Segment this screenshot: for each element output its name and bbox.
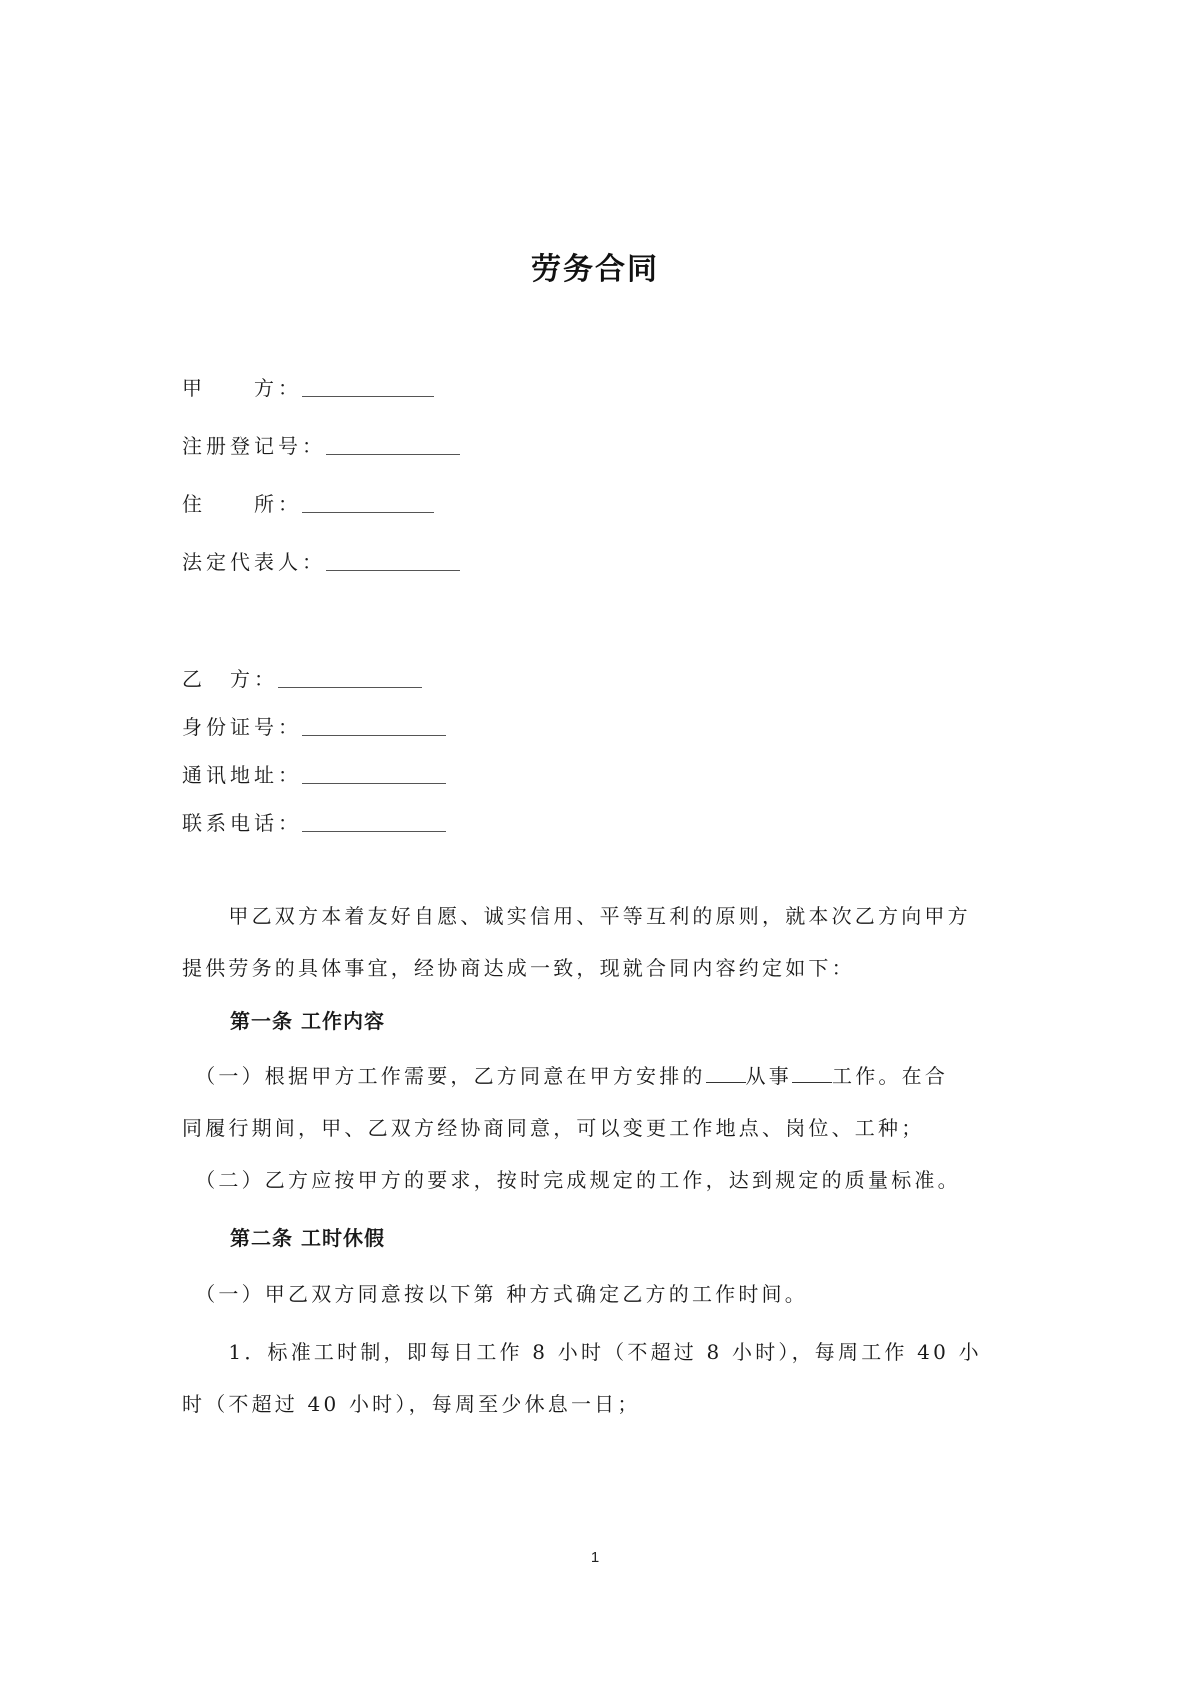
article-1-clause-2: （二）乙方应按甲方的要求，按时完成规定的工作，达到规定的质量标准。 (182, 1168, 961, 1192)
clause-1-text-a: （一）根据甲方工作需要，乙方同意在甲方安排的 (182, 1064, 706, 1088)
registration-number-blank[interactable] (326, 453, 460, 455)
preamble-line-2: 提供劳务的具体事宜，经协商达成一致，现就合同内容约定如下： (182, 956, 855, 980)
party-a-name-blank[interactable] (302, 395, 434, 397)
preamble-paragraph (182, 890, 1012, 994)
id-number-field (182, 711, 446, 740)
party-a-name-field (182, 372, 434, 401)
article-2-item-1-line-2: 时（不超过 40 小时），每周至少休息一日； (182, 1392, 641, 1416)
mailing-address-label: 通讯地址： (182, 763, 302, 787)
article-1-clause-1-line-2: 同履行期间，甲、乙双方经协商同意，可以变更工作地点、岗位、工种； (182, 1116, 925, 1140)
article-2-item-1 (182, 1326, 1012, 1430)
registration-number-field (182, 430, 460, 459)
id-number-label: 身份证号： (182, 715, 302, 739)
work-location-blank[interactable] (706, 1064, 746, 1083)
party-b-name-field (182, 663, 422, 692)
party-a-address-blank[interactable] (302, 511, 434, 513)
party-a-address-label: 住 所： (182, 492, 302, 516)
article-1-clause-1-line-1 (182, 1050, 1012, 1102)
work-type-blank[interactable] (792, 1064, 832, 1083)
legal-representative-blank[interactable] (326, 569, 460, 571)
registration-number-label: 注册登记号： (182, 434, 326, 458)
party-a-name-label: 甲 方： (182, 376, 302, 400)
preamble-line-1: 甲乙双方本着友好自愿、诚实信用、平等互利的原则，就本次乙方向甲方 (182, 904, 971, 928)
clause-1-text-c: 工作。在合 (832, 1064, 949, 1088)
party-b-name-blank[interactable] (278, 686, 422, 688)
party-a-address-field (182, 488, 434, 517)
phone-label: 联系电话： (182, 811, 302, 835)
article-1-clause-1 (182, 1050, 1012, 1154)
phone-field (182, 807, 446, 836)
phone-blank[interactable] (302, 830, 446, 832)
legal-representative-field (182, 546, 460, 575)
party-b-name-label: 乙 方： (182, 667, 278, 691)
clause-1-text-b: 从事 (745, 1064, 793, 1088)
id-number-blank[interactable] (302, 734, 446, 736)
article-2-heading: 第二条 工时休假 (230, 1226, 385, 1250)
document-title: 劳务合同 (531, 252, 659, 287)
legal-representative-label: 法定代表人： (182, 550, 326, 574)
mailing-address-blank[interactable] (302, 782, 446, 784)
article-1-heading: 第一条 工作内容 (230, 1009, 385, 1033)
page-number: 1 (590, 1549, 600, 1566)
mailing-address-field (182, 759, 446, 788)
article-2-item-1-line-1: 1．标准工时制，即每日工作 8 小时（不超过 8 小时），每周工作 40 小 (182, 1340, 982, 1364)
article-2-clause-1: （一）甲乙双方同意按以下第 种方式确定乙方的工作时间。 (182, 1282, 808, 1306)
